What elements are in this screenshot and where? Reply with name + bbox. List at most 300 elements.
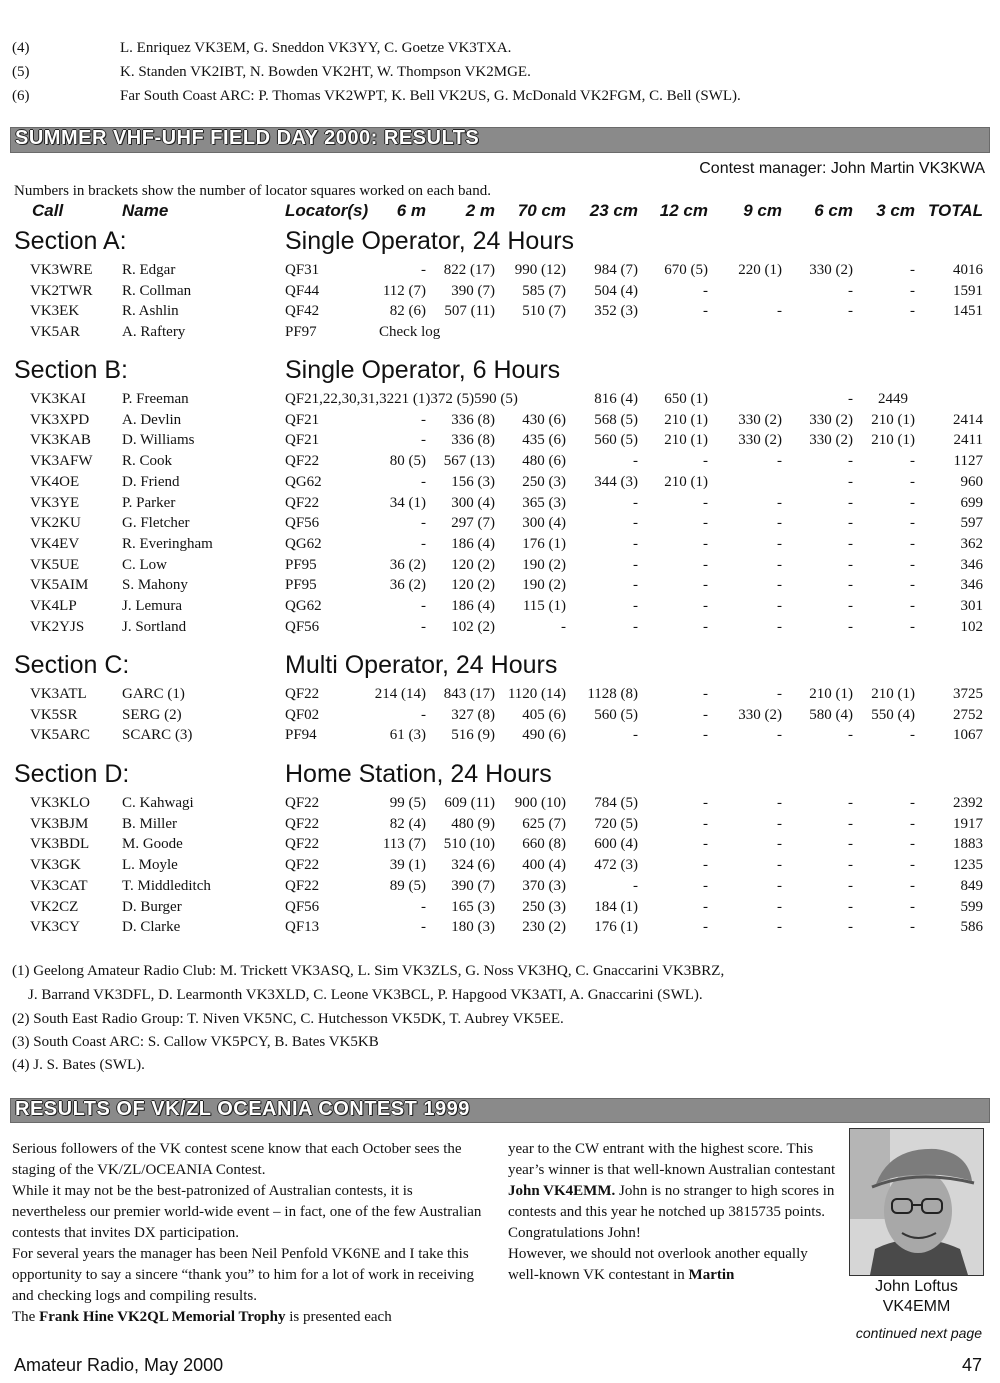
cell-name: R. Ashlin bbox=[122, 303, 179, 320]
cell-total: 1127 bbox=[953, 453, 983, 470]
cell-b6: 330 (2) bbox=[809, 432, 853, 449]
cell-b12: 670 (5) bbox=[664, 262, 708, 278]
cell-b9: - bbox=[777, 618, 782, 635]
cell-b6m: - bbox=[421, 411, 426, 428]
article-paragraph bbox=[12, 1307, 488, 1328]
cell-b6: - bbox=[848, 795, 853, 811]
cell-b2m: 567 (13) bbox=[443, 453, 495, 470]
list-num: (5) bbox=[12, 64, 30, 80]
cell-b23: 720 (5) bbox=[594, 815, 638, 832]
cell-b2m: 336 (8) bbox=[451, 432, 495, 449]
cell-b6m: 61 (3) bbox=[389, 727, 426, 744]
cell-b2m: 327 (8) bbox=[451, 706, 495, 723]
article-paragraph: While it may not be the best-patronized of Australian contests, it is nevertheless our premier world-wide event – in fact, one of the few Australian contests that invites DX participation. bbox=[12, 1183, 482, 1241]
cell-b12: - bbox=[703, 795, 708, 811]
cell-b9: - bbox=[777, 556, 782, 573]
cell-call: VK3BJM bbox=[30, 815, 89, 832]
section-d-label: Section D: bbox=[14, 760, 130, 788]
cell-loc: QF22 bbox=[285, 836, 320, 853]
cell-b70: 365 (3) bbox=[522, 494, 566, 511]
cell-b6: - bbox=[848, 598, 853, 614]
cell-loc: QF22 bbox=[285, 686, 320, 702]
cell-loc: QF22 bbox=[285, 494, 320, 511]
cell-b6m: 36 (2) bbox=[389, 556, 426, 573]
cell-b6m: - bbox=[421, 473, 426, 490]
cell-b12: - bbox=[703, 815, 708, 832]
table-row bbox=[0, 474, 1000, 495]
cell-b70: 430 (6) bbox=[522, 411, 566, 428]
cell-name: R. Edgar bbox=[122, 262, 176, 278]
portrait-illustration bbox=[850, 1129, 983, 1275]
cell-b6m: 39 (1) bbox=[389, 857, 426, 874]
cell-name: D. Clarke bbox=[122, 919, 181, 936]
cell-b3: 550 (4) bbox=[871, 706, 915, 723]
cell-b12: - bbox=[703, 577, 708, 594]
banner-title: RESULTS OF VK/ZL OCEANIA CONTEST 1999 bbox=[15, 1098, 470, 1120]
cell-b6: - bbox=[848, 391, 853, 407]
cell-b6m: 112 (7) bbox=[382, 282, 426, 299]
article-paragraph: For several years the manager has been Neil Penfold VK6NE and I take this opportunity to say a sincere “thank you” to him for a lot of work in receiving and checking logs and compiling results. bbox=[12, 1246, 474, 1304]
cell-b3: - bbox=[910, 598, 915, 614]
list-text: Far South Coast ARC: P. Thomas VK2WPT, K. Bell VK2US, G. McDonald VK2FGM, C. Bell (SWL). bbox=[120, 88, 741, 104]
section-b-label: Section B: bbox=[14, 356, 128, 384]
cell-b6: - bbox=[848, 618, 853, 635]
cell-call: VK2KU bbox=[30, 515, 81, 532]
cell-b6m: - bbox=[421, 432, 426, 449]
cell-loc: QG62 bbox=[285, 598, 322, 614]
cell-b70: 115 (1) bbox=[522, 598, 566, 614]
cell-b9: - bbox=[777, 898, 782, 915]
cell-loc: QF22 bbox=[285, 877, 320, 894]
cell-loc: QG62 bbox=[285, 473, 322, 490]
cell-call: VK2TWR bbox=[30, 282, 93, 299]
cell-b23: 344 (3) bbox=[594, 473, 638, 490]
cell-b3: - bbox=[910, 556, 915, 573]
cell-b2m: 390 (7) bbox=[451, 877, 495, 894]
cell-b2m: 390 (7) bbox=[451, 282, 495, 299]
cell-b6: - bbox=[848, 515, 853, 532]
cell-b6: - bbox=[848, 473, 853, 490]
cell-loc: QF21,22,30,31,3221 (1)372 (5)590 (5) bbox=[285, 391, 518, 407]
cell-name: A. Raftery bbox=[122, 324, 186, 341]
cell-b23: - bbox=[633, 618, 638, 635]
cell-b6m: - bbox=[421, 618, 426, 635]
section-a-label: Section A: bbox=[14, 227, 127, 255]
cell-b9: - bbox=[777, 686, 782, 702]
contestant-name: Martin bbox=[688, 1267, 735, 1283]
cell-call: VK3CY bbox=[30, 919, 81, 936]
cell-b12: - bbox=[703, 836, 708, 853]
cell-b6: - bbox=[848, 535, 853, 552]
cell-loc: QF21 bbox=[285, 432, 320, 449]
cell-b70: 230 (2) bbox=[522, 919, 566, 936]
cell-b6m: - bbox=[421, 515, 426, 532]
table-row bbox=[0, 262, 1000, 283]
list-text: K. Standen VK2IBT, N. Bowden VK2HT, W. Thompson VK2MGE. bbox=[120, 64, 531, 80]
article-column-2 bbox=[508, 1139, 841, 1286]
cell-total: 346 bbox=[960, 577, 983, 594]
cell-loc: QF56 bbox=[285, 618, 320, 635]
cell-b3: - bbox=[910, 494, 915, 511]
cell-call: VK5SR bbox=[30, 706, 78, 723]
footer-publication: Amateur Radio, May 2000 bbox=[14, 1355, 224, 1375]
cell-b6: - bbox=[848, 494, 853, 511]
cell-b70: 190 (2) bbox=[522, 577, 566, 594]
cell-total: 346 bbox=[960, 556, 983, 573]
cell-b23: 984 (7) bbox=[594, 262, 638, 278]
cell-b70: 250 (3) bbox=[522, 898, 566, 915]
cell-b3: 210 (1) bbox=[871, 411, 915, 428]
cell-b12: 210 (1) bbox=[664, 473, 708, 490]
cell-b6m: - bbox=[421, 919, 426, 936]
cell-total: 2411 bbox=[953, 432, 983, 449]
cell-b3: - bbox=[910, 727, 915, 744]
header-name: Name bbox=[122, 201, 169, 220]
cell-total: 3725 bbox=[953, 686, 983, 702]
cell-loc: QF22 bbox=[285, 453, 320, 470]
table-row bbox=[0, 836, 1000, 857]
cell-b23: - bbox=[633, 453, 638, 470]
cell-b9: - bbox=[777, 857, 782, 874]
cell-call: VK4EV bbox=[30, 535, 80, 552]
winner-name: John VK4EMM. bbox=[508, 1183, 616, 1199]
cell-call: VK3AFW bbox=[30, 453, 93, 470]
cell-b2m: 324 (6) bbox=[451, 857, 495, 874]
table-row bbox=[0, 857, 1000, 878]
cell-b6: - bbox=[848, 898, 853, 915]
cell-loc: QF21 bbox=[285, 411, 320, 428]
cell-call: VK3KAB bbox=[30, 432, 91, 449]
cell-b70: 585 (7) bbox=[522, 282, 566, 299]
cell-b2m: 510 (10) bbox=[443, 836, 495, 853]
cell-b12: - bbox=[703, 898, 708, 915]
cell-b6m: 80 (5) bbox=[389, 453, 426, 470]
footnote: (2) South East Radio Group: T. Niven VK5NC, C. Hutchesson VK5DK, T. Aubrey VK5EE. bbox=[12, 1011, 564, 1027]
cell-total: 1591 bbox=[953, 282, 983, 299]
text-run: The bbox=[12, 1309, 40, 1325]
cell-b6: - bbox=[848, 556, 853, 573]
cell-b70: 490 (6) bbox=[522, 727, 566, 744]
cell-b23: 560 (5) bbox=[594, 432, 638, 449]
cell-call: VK3XPD bbox=[30, 411, 90, 428]
header-3cm: 3 cm bbox=[876, 201, 915, 220]
cell-loc: QF22 bbox=[285, 795, 320, 811]
cell-b6m: 113 (7) bbox=[382, 836, 426, 853]
cell-b2m: 165 (3) bbox=[451, 898, 495, 915]
table-row bbox=[0, 619, 1000, 640]
table-row bbox=[0, 432, 1000, 453]
article-column-1 bbox=[12, 1139, 488, 1328]
cell-b12: - bbox=[703, 919, 708, 936]
cell-b6m: 36 (2) bbox=[389, 577, 426, 594]
cell-b9: 330 (2) bbox=[738, 706, 782, 723]
cell-name: P. Parker bbox=[122, 494, 176, 511]
cell-b6m: - bbox=[421, 898, 426, 915]
cell-total: 301 bbox=[960, 598, 983, 614]
cell-b6: 330 (2) bbox=[809, 262, 853, 278]
cell-loc: PF97 bbox=[285, 324, 317, 341]
table-header-row bbox=[0, 201, 1000, 223]
cell-b12: - bbox=[703, 303, 708, 320]
text-run: However, we should not overlook another equally well-known VK contestant in bbox=[508, 1246, 808, 1283]
cell-loc: QF44 bbox=[285, 282, 320, 299]
cell-name: C. Low bbox=[122, 556, 167, 573]
cell-b6: - bbox=[848, 303, 853, 320]
cell-call: VK5AIM bbox=[30, 577, 89, 594]
cell-loc: QG62 bbox=[285, 535, 322, 552]
cell-b3: - bbox=[910, 453, 915, 470]
cell-b9: - bbox=[777, 453, 782, 470]
section-banner bbox=[10, 1098, 990, 1123]
cell-name: T. Middleditch bbox=[122, 877, 211, 894]
cell-b2m: 120 (2) bbox=[451, 556, 495, 573]
cell-call: VK4OE bbox=[30, 473, 80, 490]
cell-name: J. Sortland bbox=[122, 618, 187, 635]
cell-name: A. Devlin bbox=[122, 411, 182, 428]
table-row bbox=[0, 878, 1000, 899]
cell-b2m: 120 (2) bbox=[451, 577, 495, 594]
cell-b70: 625 (7) bbox=[522, 815, 566, 832]
cell-b12: 210 (1) bbox=[664, 411, 708, 428]
cell-b3: - bbox=[910, 815, 915, 832]
cell-b2m: 609 (11) bbox=[444, 795, 495, 811]
cell-total: 2392 bbox=[953, 795, 983, 811]
cell-loc: QF22 bbox=[285, 815, 320, 832]
cell-total: 586 bbox=[960, 919, 983, 936]
cell-b9: - bbox=[777, 494, 782, 511]
cell-loc: PF94 bbox=[285, 727, 317, 744]
cell-b3: - bbox=[910, 515, 915, 532]
cell-b23: 184 (1) bbox=[594, 898, 638, 915]
cell-b23: - bbox=[633, 577, 638, 594]
page-number: 47 bbox=[961, 1355, 982, 1375]
table-row bbox=[0, 303, 1000, 324]
cell-b70: 400 (4) bbox=[522, 857, 566, 874]
cell-b3: - bbox=[910, 262, 915, 278]
cell-b12: - bbox=[703, 686, 708, 702]
cell-b23: - bbox=[633, 556, 638, 573]
table-row bbox=[0, 727, 1000, 748]
article-paragraph: Serious followers of the VK contest scene know that each October sees the staging of the VK/ZL/OCEANIA Contest. bbox=[12, 1141, 462, 1178]
footnote: (3) South Coast ARC: S. Callow VK5PCY, B. Bates VK5KB bbox=[12, 1034, 379, 1050]
cell-total: 597 bbox=[960, 515, 983, 532]
cell-b70: 900 (10) bbox=[514, 795, 566, 811]
cell-b6m: 34 (1) bbox=[389, 494, 426, 511]
header-9cm: 9 cm bbox=[743, 201, 782, 220]
cell-name: R. Cook bbox=[122, 453, 173, 470]
cell-name: J. Lemura bbox=[122, 598, 182, 614]
cell-b23: 600 (4) bbox=[594, 836, 638, 853]
table-row bbox=[0, 495, 1000, 516]
list-num: (4) bbox=[12, 40, 30, 56]
header-locator: Locator(s) bbox=[285, 201, 369, 220]
footnote: (4) J. S. Bates (SWL). bbox=[12, 1057, 145, 1073]
cell-name: R. Everingham bbox=[122, 535, 213, 552]
text-run: year to the CW entrant with the highest score. This year’s winner is that well-known Australian contestant bbox=[508, 1141, 836, 1178]
cell-b12: - bbox=[703, 515, 708, 532]
cell-b12: - bbox=[703, 494, 708, 511]
cell-b12: - bbox=[703, 857, 708, 874]
cell-b6m: - bbox=[421, 706, 426, 723]
cell-call: VK5AR bbox=[30, 324, 81, 341]
header-2m: 2 m bbox=[465, 201, 495, 220]
cell-b12: - bbox=[703, 453, 708, 470]
cell-total: 2752 bbox=[953, 706, 983, 723]
cell-b6: - bbox=[848, 727, 853, 744]
cell-b23: 784 (5) bbox=[594, 795, 638, 811]
cell-b3: - bbox=[910, 473, 915, 490]
cell-b12: - bbox=[703, 877, 708, 894]
cell-call: VK3GK bbox=[30, 857, 81, 874]
cell-b9: - bbox=[777, 836, 782, 853]
cell-b9: - bbox=[777, 727, 782, 744]
cell-call: VK3KLO bbox=[30, 795, 90, 811]
cell-b6m: 82 (4) bbox=[389, 815, 426, 832]
cell-b70: 370 (3) bbox=[522, 877, 566, 894]
cell-b23: 568 (5) bbox=[594, 411, 638, 428]
cell-total: 699 bbox=[960, 494, 983, 511]
cell-b23: 816 (4) bbox=[594, 391, 638, 407]
table-row bbox=[0, 557, 1000, 578]
section-c-title: Multi Operator, 24 Hours bbox=[285, 651, 558, 679]
cell-b6: - bbox=[848, 282, 853, 299]
cell-name: G. Fletcher bbox=[122, 515, 190, 532]
table-row bbox=[0, 816, 1000, 837]
cell-total: 1883 bbox=[953, 836, 983, 853]
cell-name: C. Kahwagi bbox=[122, 795, 194, 811]
cell-b6m: - bbox=[421, 535, 426, 552]
cell-b23: - bbox=[633, 877, 638, 894]
photo-caption-name: John Loftus bbox=[875, 1278, 958, 1295]
section-d-title: Home Station, 24 Hours bbox=[285, 760, 552, 788]
cell-call: VK3ATL bbox=[30, 686, 87, 702]
cell-b2m: 156 (3) bbox=[451, 473, 495, 490]
cell-b3: - bbox=[910, 282, 915, 299]
cell-total: 4016 bbox=[953, 262, 983, 278]
cell-total: 1451 bbox=[953, 303, 983, 320]
cell-b23: 560 (5) bbox=[594, 706, 638, 723]
cell-b2m: 480 (9) bbox=[451, 815, 495, 832]
header-6cm: 6 cm bbox=[814, 201, 853, 220]
cell-call: VK2CZ bbox=[30, 898, 79, 915]
cell-loc: PF95 bbox=[285, 556, 317, 573]
article-paragraph bbox=[508, 1139, 841, 1244]
cell-loc: QF02 bbox=[285, 706, 320, 723]
cell-call: VK3CAT bbox=[30, 877, 88, 894]
cell-b6: 580 (4) bbox=[809, 706, 853, 723]
cell-b3: 210 (1) bbox=[871, 686, 915, 702]
cell-loc: QF31 bbox=[285, 262, 320, 278]
cell-b6m: 214 (14) bbox=[374, 686, 426, 702]
cell-b9: - bbox=[777, 877, 782, 894]
cell-name: SERG (2) bbox=[122, 706, 182, 723]
cell-b70: 300 (4) bbox=[522, 515, 566, 532]
cell-b9: - bbox=[777, 795, 782, 811]
cell-b70: 480 (6) bbox=[522, 453, 566, 470]
table-row bbox=[0, 577, 1000, 598]
cell-name: L. Moyle bbox=[122, 857, 178, 874]
table-row bbox=[0, 919, 1000, 940]
cell-name: B. Miller bbox=[122, 815, 177, 832]
cell-loc: QF42 bbox=[285, 303, 320, 320]
cell-call: VK4LP bbox=[30, 598, 77, 614]
cell-loc: PF95 bbox=[285, 577, 317, 594]
cell-b9: 330 (2) bbox=[738, 411, 782, 428]
cell-name: M. Goode bbox=[122, 836, 183, 853]
table-row bbox=[0, 391, 1000, 412]
table-row bbox=[0, 283, 1000, 304]
cell-b70: 176 (1) bbox=[522, 535, 566, 552]
cell-total: 1067 bbox=[953, 727, 983, 744]
cell-b70: 510 (7) bbox=[522, 303, 566, 320]
cell-b3: 210 (1) bbox=[871, 432, 915, 449]
cell-total: 362 bbox=[960, 535, 983, 552]
cell-b70: 190 (2) bbox=[522, 556, 566, 573]
cell-call: VK3WRE bbox=[30, 262, 93, 278]
cell-call: VK3KAI bbox=[30, 391, 86, 407]
continued-note: continued next page bbox=[855, 1325, 982, 1341]
banner-title: SUMMER VHF-UHF FIELD DAY 2000: RESULTS bbox=[15, 127, 480, 149]
cell-b6: - bbox=[848, 815, 853, 832]
footnote: (1) Geelong Amateur Radio Club: M. Trickett VK3ASQ, L. Sim VK3ZLS, G. Noss VK3HQ, C. Gnaccarini VK3BRZ, bbox=[12, 963, 725, 979]
cell-call: VK3BDL bbox=[30, 836, 90, 853]
table-row bbox=[0, 536, 1000, 557]
cell-b2m: 102 (2) bbox=[451, 618, 495, 635]
cell-total: 1235 bbox=[953, 857, 983, 874]
header-call: Call bbox=[32, 201, 64, 220]
article-paragraph bbox=[508, 1244, 841, 1286]
cell-total: 1917 bbox=[953, 815, 983, 832]
photo-caption-call: VK4EMM bbox=[882, 1298, 951, 1315]
section-b-title: Single Operator, 6 Hours bbox=[285, 356, 561, 384]
cell-b6m: 99 (5) bbox=[389, 795, 426, 811]
cell-b9: 220 (1) bbox=[738, 262, 782, 278]
cell-call: VK5UE bbox=[30, 556, 80, 573]
cell-b6: - bbox=[848, 836, 853, 853]
cell-name: D. Burger bbox=[122, 898, 182, 915]
cell-total: 849 bbox=[960, 877, 983, 894]
cell-b9: - bbox=[777, 919, 782, 936]
cell-b9: - bbox=[777, 815, 782, 832]
cell-b6: - bbox=[848, 877, 853, 894]
cell-b3: - bbox=[910, 618, 915, 635]
cell-b12: - bbox=[703, 282, 708, 299]
list-num: (6) bbox=[12, 88, 30, 104]
cell-b9: - bbox=[777, 535, 782, 552]
cell-loc: QF56 bbox=[285, 515, 320, 532]
cell-total: 102 bbox=[960, 618, 983, 635]
header-total: TOTAL bbox=[927, 201, 983, 220]
cell-name: GARC (1) bbox=[122, 686, 185, 702]
cell-b23: - bbox=[633, 598, 638, 614]
section-c-label: Section C: bbox=[14, 651, 130, 679]
cell-name: S. Mahony bbox=[122, 577, 188, 594]
header-23cm: 23 cm bbox=[589, 201, 638, 220]
cell-b70: - bbox=[561, 618, 566, 635]
cell-b2m: 843 (17) bbox=[443, 686, 495, 702]
cell-b6: - bbox=[848, 919, 853, 936]
cell-b70: 660 (8) bbox=[522, 836, 566, 853]
cell-call: VK3YE bbox=[30, 494, 80, 511]
cell-b12: - bbox=[703, 727, 708, 744]
cell-b23: 504 (4) bbox=[594, 282, 638, 299]
cell-b12: - bbox=[703, 556, 708, 573]
cell-b3: - bbox=[910, 303, 915, 320]
cell-b2m: 516 (9) bbox=[451, 727, 495, 744]
cell-b12: - bbox=[703, 535, 708, 552]
cell-b2m: 297 (7) bbox=[451, 515, 495, 532]
cell-b12: - bbox=[703, 618, 708, 635]
